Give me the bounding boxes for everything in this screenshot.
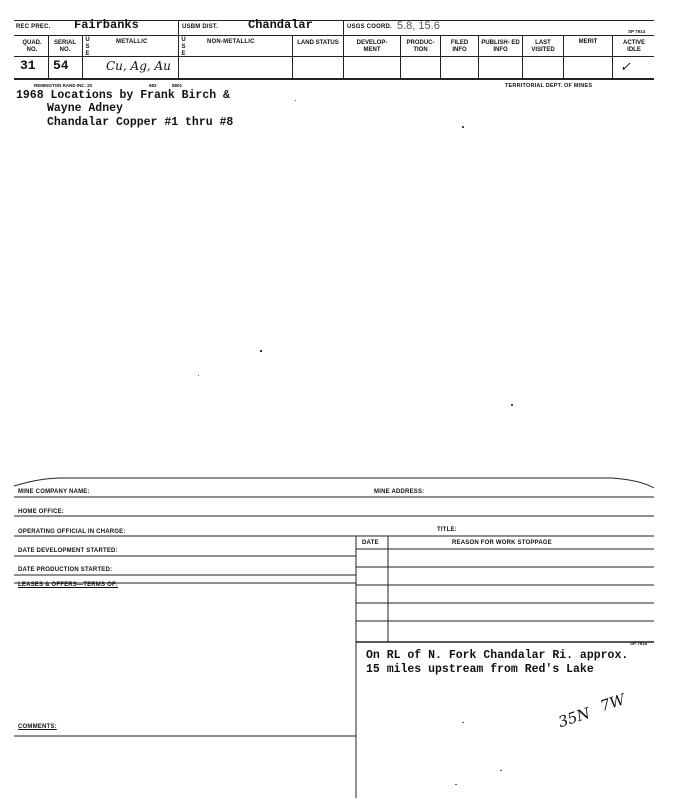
home-office-label: HOME OFFICE: xyxy=(18,509,65,515)
usgs-coord-label: USGS COORD. xyxy=(347,24,392,30)
form-number-bottom: SP 7915 xyxy=(630,641,648,646)
printer-code: 8801 xyxy=(172,83,183,88)
notes-line: 1968 Locations by Frank Birch & xyxy=(16,89,230,102)
date-production-label: DATE PRODUCTION STARTED: xyxy=(18,567,113,573)
location-line: On RL of N. Fork Chandalar Ri. approx. xyxy=(366,649,629,662)
metallic-header: METALLIC xyxy=(116,39,148,45)
usbm-dist-value: Chandalar xyxy=(248,18,313,32)
printer-code: 682 xyxy=(149,83,157,88)
usbm-dist-label: USBM DIST. xyxy=(182,24,219,30)
notes-line: Chandalar Copper #1 thru #8 xyxy=(47,116,234,129)
metallic-value: Cu, Ag, Au xyxy=(106,59,171,73)
usgs-coord-value: 5.8, 15.6 xyxy=(397,20,440,32)
quad-no-header: QUAD. NO. xyxy=(22,40,42,53)
printer-mark: REMINGTON RAND INC. 20 xyxy=(34,83,93,88)
rec-prec-value: Fairbanks xyxy=(74,18,139,32)
rec-prec-label: REC PREC. xyxy=(16,24,51,30)
mine-company-name-label: MINE COMPANY NAME: xyxy=(18,489,90,495)
land-status-header: LAND STATUS xyxy=(297,40,339,46)
last-visited-header: LAST VISITED xyxy=(531,40,555,53)
form-number-top: SP 7914 xyxy=(628,29,646,34)
use-nonmetallic-header: U S E xyxy=(181,37,186,57)
comments-label: COMMENTS: xyxy=(18,724,57,730)
quad-no-value: 31 xyxy=(20,58,36,73)
date-development-label: DATE DEVELOPMENT STARTED: xyxy=(18,548,118,554)
use-metallic-header: U S E xyxy=(85,37,90,57)
notes-line: Wayne Adney xyxy=(47,102,123,115)
territorial-dept: TERRITORIAL DEPT. OF MINES xyxy=(505,83,593,89)
active-idle-mark: ✓ xyxy=(620,60,631,75)
nonmetallic-header: NON-METALLIC xyxy=(207,39,255,45)
production-header: PRODUC- TION xyxy=(406,40,435,53)
date-column-label: DATE xyxy=(362,540,379,546)
filed-info-header: FILED INFO xyxy=(450,40,469,53)
published-info-header: PUBLISH- ED INFO xyxy=(481,40,520,53)
mine-address-label: MINE ADDRESS: xyxy=(374,489,425,495)
serial-no-header: SERIAL NO. xyxy=(53,40,76,53)
development-header: DEVELOP- MENT xyxy=(356,40,388,53)
leases-offers-label: LEASES & OFFERS—TERMS OF: xyxy=(18,582,119,588)
reason-column-label: REASON FOR WORK STOPPAGE xyxy=(452,540,552,546)
township-handwritten: 35N xyxy=(556,704,593,732)
form-top-curve xyxy=(14,478,654,488)
merit-header: MERIT xyxy=(578,39,598,45)
range-handwritten: 7W xyxy=(598,690,628,716)
operating-official-label: OPERATING OFFICIAL IN CHARGE: xyxy=(18,529,126,535)
active-idle-header: ACTIVE IDLE xyxy=(622,40,645,53)
location-line: 15 miles upstream from Red's Lake xyxy=(366,663,594,676)
title-label: TITLE: xyxy=(437,527,457,533)
serial-no-value: 54 xyxy=(53,58,69,73)
